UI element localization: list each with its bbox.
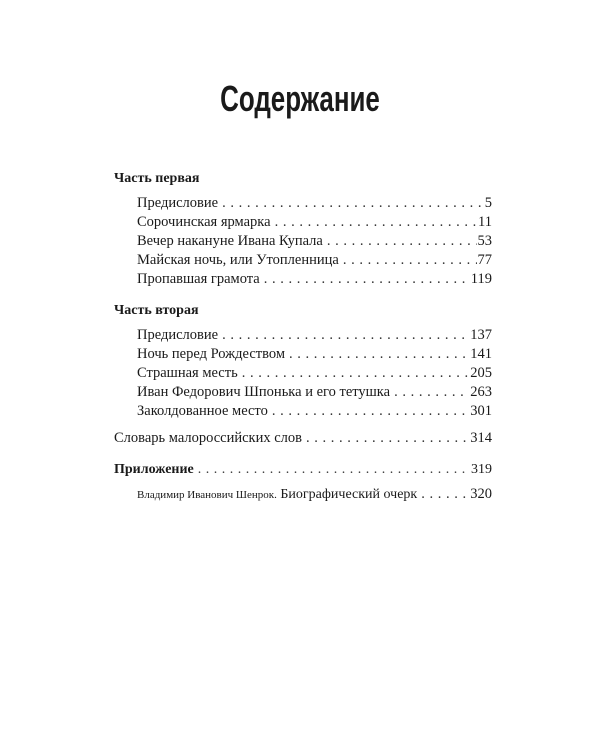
dot-leader [289,345,469,364]
toc-entry[interactable] [114,326,492,345]
toc-glossary-page: 314 [470,430,492,446]
toc-appendix-label: Приложение [114,462,194,477]
toc-entry-label: Иван Федорович Шпонька и его тетушка [137,384,391,400]
toc-appendix-entry[interactable] [114,460,492,479]
toc-entry-label: Предисловие [137,195,219,211]
dot-leader [394,383,469,402]
page-title: Содержание [220,78,380,119]
dot-leader [306,429,469,448]
dot-leader [198,460,470,479]
toc-entry-label: Страшная месть [137,365,238,381]
toc-entry[interactable] [114,485,492,504]
toc-entry[interactable] [114,383,492,402]
toc-entry[interactable] [114,232,492,251]
dot-leader [242,364,470,383]
toc-entry-label: Сорочинская ярмарка [137,214,271,230]
toc-entry-author: Владимир Иванович Шенрок. [137,489,277,501]
dot-leader [222,194,484,213]
toc-entry[interactable] [114,251,492,270]
dot-leader [275,213,477,232]
toc-part2-heading-row [114,301,492,320]
toc-entry-label: Майская ночь, или Утопленница [137,252,339,268]
dot-leader [327,232,477,251]
toc-part2-heading: Часть вторая [114,303,199,318]
toc-entry-page: 141 [470,346,492,362]
toc-appendix-page: 319 [471,462,492,477]
toc-entry-page: 301 [470,403,492,419]
table-of-contents [114,165,492,504]
toc-entry[interactable] [114,194,492,213]
toc-entry-page: 119 [470,271,492,287]
toc-entry-label: Вечер накануне Ивана Купала [137,233,323,249]
toc-entry[interactable] [114,213,492,232]
toc-entry-page: 320 [470,486,492,502]
toc-entry-label: Ночь перед Рождеством [137,346,286,362]
toc-entry[interactable] [114,364,492,383]
toc-entry[interactable] [114,270,492,289]
toc-entry-page: 263 [470,384,492,400]
toc-entry[interactable] [114,402,492,421]
toc-part1-heading: Часть первая [114,171,200,186]
toc-entry-label [137,485,421,505]
toc-entry-label: Заколдованное место [137,403,268,419]
dot-leader [222,326,469,345]
toc-entry-title: Биографический очерк [280,487,418,502]
dot-leader [421,485,469,504]
toc-glossary-entry[interactable] [114,429,492,448]
toc-entry-page: 5 [484,195,492,211]
toc-glossary-label: Словарь малороссийских слов [114,430,302,446]
dot-leader [272,402,469,421]
toc-entry[interactable] [114,345,492,364]
dot-leader [264,270,470,289]
toc-entry-page: 77 [477,252,492,268]
dot-leader [343,251,477,270]
toc-entry-page: 53 [477,233,492,249]
toc-entry-label: Пропавшая грамота [137,271,260,287]
toc-entry-page: 11 [478,214,492,230]
toc-part1-heading-row [114,169,492,188]
toc-entry-label: Предисловие [137,327,219,343]
toc-entry-page: 137 [470,327,492,343]
toc-entry-page: 205 [470,365,492,381]
